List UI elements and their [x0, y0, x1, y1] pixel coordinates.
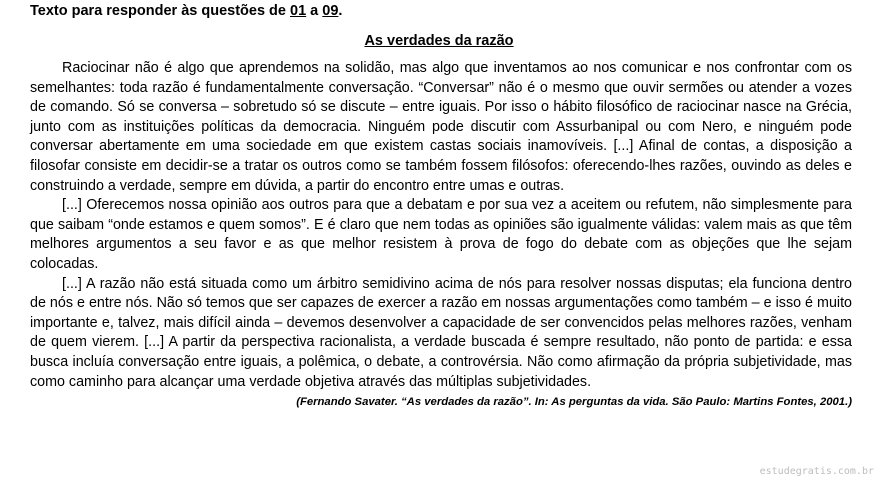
source-citation: (Fernando Savater. “As verdades da razão”. In: As perguntas da vida. São Paulo: Martins Fontes, 2001.) — [296, 396, 852, 409]
heading-mid: a — [306, 3, 323, 19]
heading-from-number: 01 — [290, 3, 307, 19]
instruction-heading — [30, 3, 342, 19]
paragraph-3-text: [...] A razão não está situada como um árbitro semidivino acima de nós para resolver nossas disputas; ela funciona dentro de nós e entre nós. Não só temos que ser capazes de exercer a razão em nossas argumentações como também – e isso é muito importante e, talvez, mais difícil ainda – devemos desenvolver a capacidade de ser convencidos pelas melhores razões, venham de quem vierem. [...] A partir da perspectiva racionalista, a verdade buscada é sempre resultado, não ponto de partida: e essa busca incluía conversação entre iguais, a polêmica, o debate, a controvérsia. Não como afirmação da própria subjetividade, mas como caminho para alcançar uma verdade objetiva através das múltiplas subjetividades. — [30, 275, 852, 390]
text-body — [30, 59, 852, 413]
paragraph-2: [...] Oferecemos nossa opinião aos outros para que a debatam e por sua vez a aceitem ou refutem, não simplesmente para que saibam “onde estamos e quem somos”. E é claro que nem todas as opiniões são igualmente válidas: valem mais as que têm melhores argumentos a seu favor e as que melhor resistem à prova de fogo do debate com as objeções que lhe sejam colocadas. — [30, 197, 852, 272]
heading-prefix: Texto para responder às questões de — [30, 3, 291, 19]
paragraph-1: Raciocinar não é algo que aprendemos na solidão, mas algo que inventamos ao nos comunicar e nos confrontar com os semelhantes: toda razão é fundamentalmente conversação. “Conversar” não é o mesmo que ouvir sermões ou atender a vozes de comando. Só se conversa – sobretudo só se discute – entre iguais. Por isso o hábito filosófico de raciocinar nasce na Grécia, junto com as instituições políticas da democracia. Ninguém pode discutir com Assurbanipal ou com Nero, e ninguém pode conversar abertamente em uma sociedade em que existem castas sociais inamovíveis. [...] Afinal de contas, a disposição a filosofar consiste em decidir-se a tratar os outros como se também fossem filósofos: oferecendo-lhes razões, ouvindo as deles e construindo a verdade, sempre em dúvida, a partir do encontro entre umas e outras. — [30, 60, 852, 194]
text-title: As verdades da razão — [364, 33, 514, 49]
heading-to-number: 09 — [322, 3, 339, 19]
heading-suffix: . — [338, 3, 343, 19]
paragraph-3 — [30, 275, 852, 409]
site-watermark: estudegratis.com.br — [759, 466, 874, 477]
